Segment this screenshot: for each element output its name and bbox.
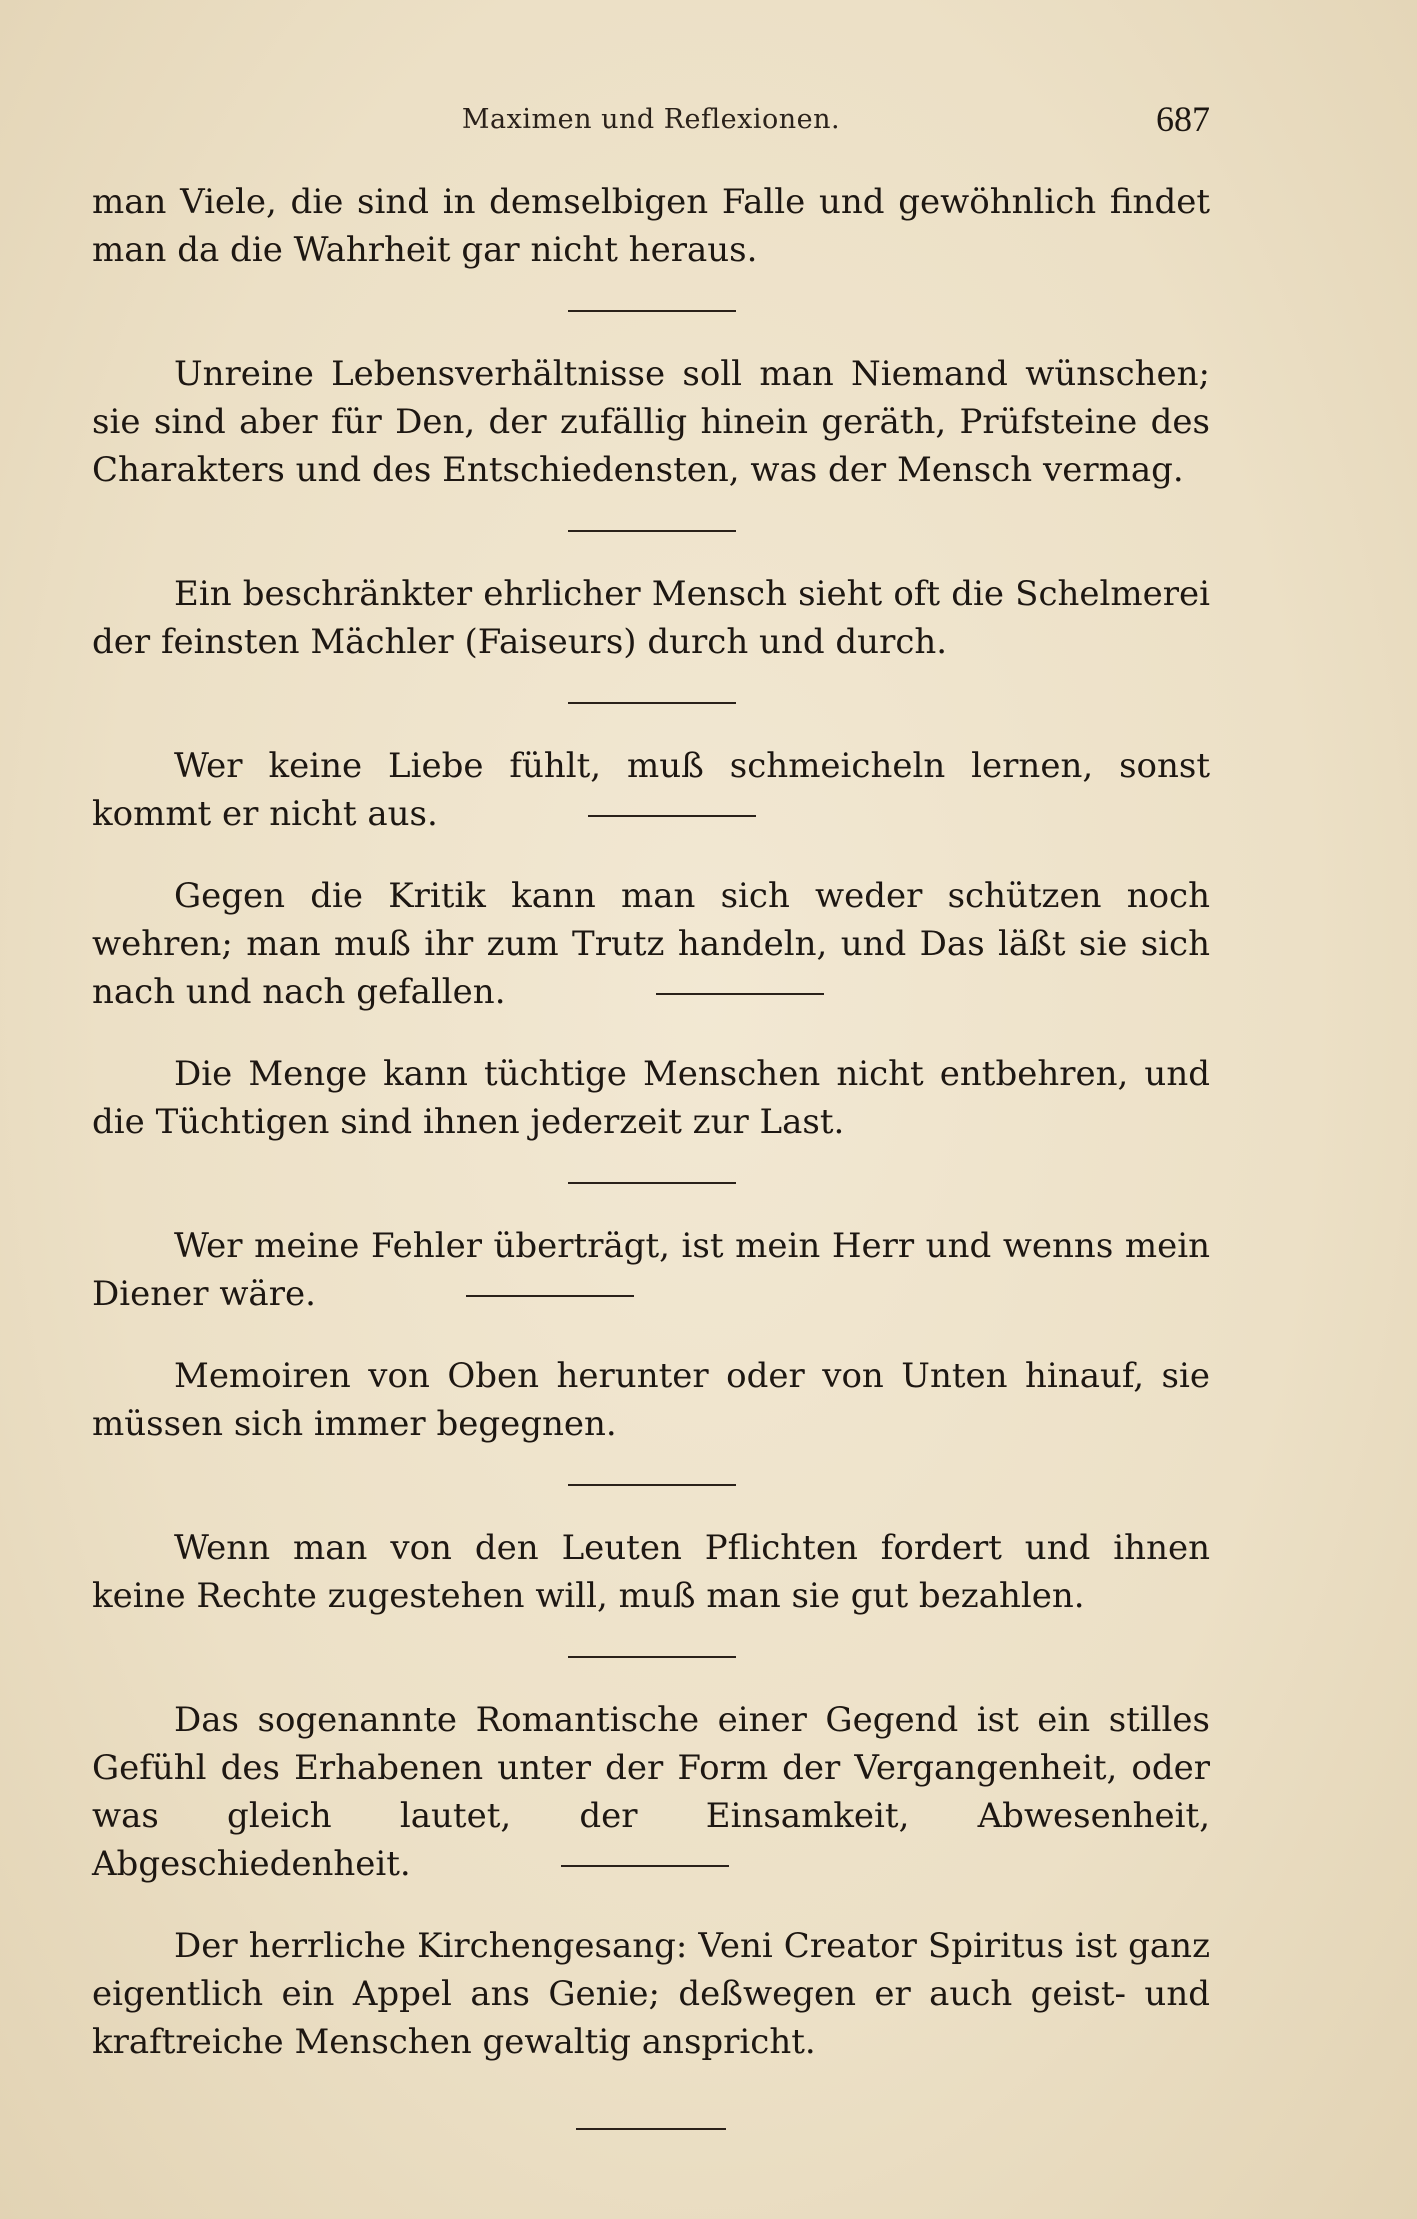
spacer (92, 1318, 1210, 1352)
maxim-text: man Viele, die sind in demselbigen Falle und gewöhnlich findet man da die Wahrheit gar nicht heraus. (92, 182, 1210, 270)
separator-rule (466, 1295, 634, 1297)
maxim-text: Wenn man von den Leuten Pflichten fordert und ihnen keine Rechte zugestehen will, muß man sie gut bezahlen. (92, 1528, 1210, 1616)
maxim-text: Wer keine Liebe fühlt, muß schmeicheln lernen, sonst kommt er nicht aus. (92, 746, 1210, 834)
maxim-paragraph (92, 1222, 1210, 1318)
separator-rule (568, 1656, 736, 1658)
separator-rule (568, 702, 736, 704)
maxim-paragraph (92, 742, 1210, 838)
maxim-paragraph (92, 872, 1210, 1016)
maxim-paragraph (92, 1696, 1210, 1888)
page-number: 687 (1156, 99, 1210, 139)
maxim-paragraph (92, 1352, 1210, 1448)
separator-rule (561, 1865, 729, 1867)
spacer (92, 838, 1210, 872)
maxim-text: Wer meine Fehler überträgt, ist mein Herr und wenns mein Diener wäre. (92, 1226, 1210, 1314)
maxim-paragraph (92, 570, 1210, 666)
maxim-paragraph (92, 1922, 1210, 2066)
maxim-text: Unreine Lebensverhältnisse soll man Niemand wünschen; sie sind aber für Den, der zufällig hinein geräth, Prüfsteine des Charakters und des Entschiedensten, was der Mensch vermag. (92, 354, 1210, 490)
separator-rule (568, 310, 736, 312)
maxim-paragraph (92, 1050, 1210, 1146)
maxim-paragraph (92, 178, 1210, 274)
separator-rule (568, 1182, 736, 1184)
page-body (92, 178, 1210, 2130)
end-rule (576, 2128, 726, 2130)
separator-rule (588, 815, 756, 817)
separator-rule (568, 530, 736, 532)
separator-rule (656, 993, 824, 995)
maxim-text: Das sogenannte Romantische einer Gegend ist ein stilles Gefühl des Erhabenen unter der Form der Vergangenheit, oder was gleich lautet, der Einsamkeit, Abwesenheit, Abgeschiedenheit. (92, 1700, 1210, 1884)
maxim-paragraph (92, 350, 1210, 494)
maxim-text: Ein beschränkter ehrlicher Mensch sieht oft die Schelmerei der feinsten Mächler (Faiseurs) durch und durch. (92, 574, 1210, 662)
running-head: Maximen und Reflexionen. (461, 104, 841, 135)
separator-rule (568, 1484, 736, 1486)
maxim-text: Die Menge kann tüchtige Menschen nicht entbehren, und die Tüchtigen sind ihnen jederzeit zur Last. (92, 1054, 1210, 1142)
spacer (92, 1016, 1210, 1050)
maxim-text: Gegen die Kritik kann man sich weder schützen noch wehren; man muß ihr zum Trutz handeln, und Das läßt sie sich nach und nach gefallen. (92, 876, 1210, 1012)
maxim-text: Der herrliche Kirchengesang: Veni Creator Spiritus ist ganz eigentlich ein Appel ans Genie; deßwegen er auch geist- und kraftreiche Menschen gewaltig anspricht. (92, 1926, 1210, 2062)
page-header (92, 98, 1210, 138)
maxim-paragraph (92, 1524, 1210, 1620)
spacer (92, 1888, 1210, 1922)
maxim-text: Memoiren von Oben herunter oder von Unten hinauf, sie müssen sich immer begegnen. (92, 1356, 1210, 1444)
